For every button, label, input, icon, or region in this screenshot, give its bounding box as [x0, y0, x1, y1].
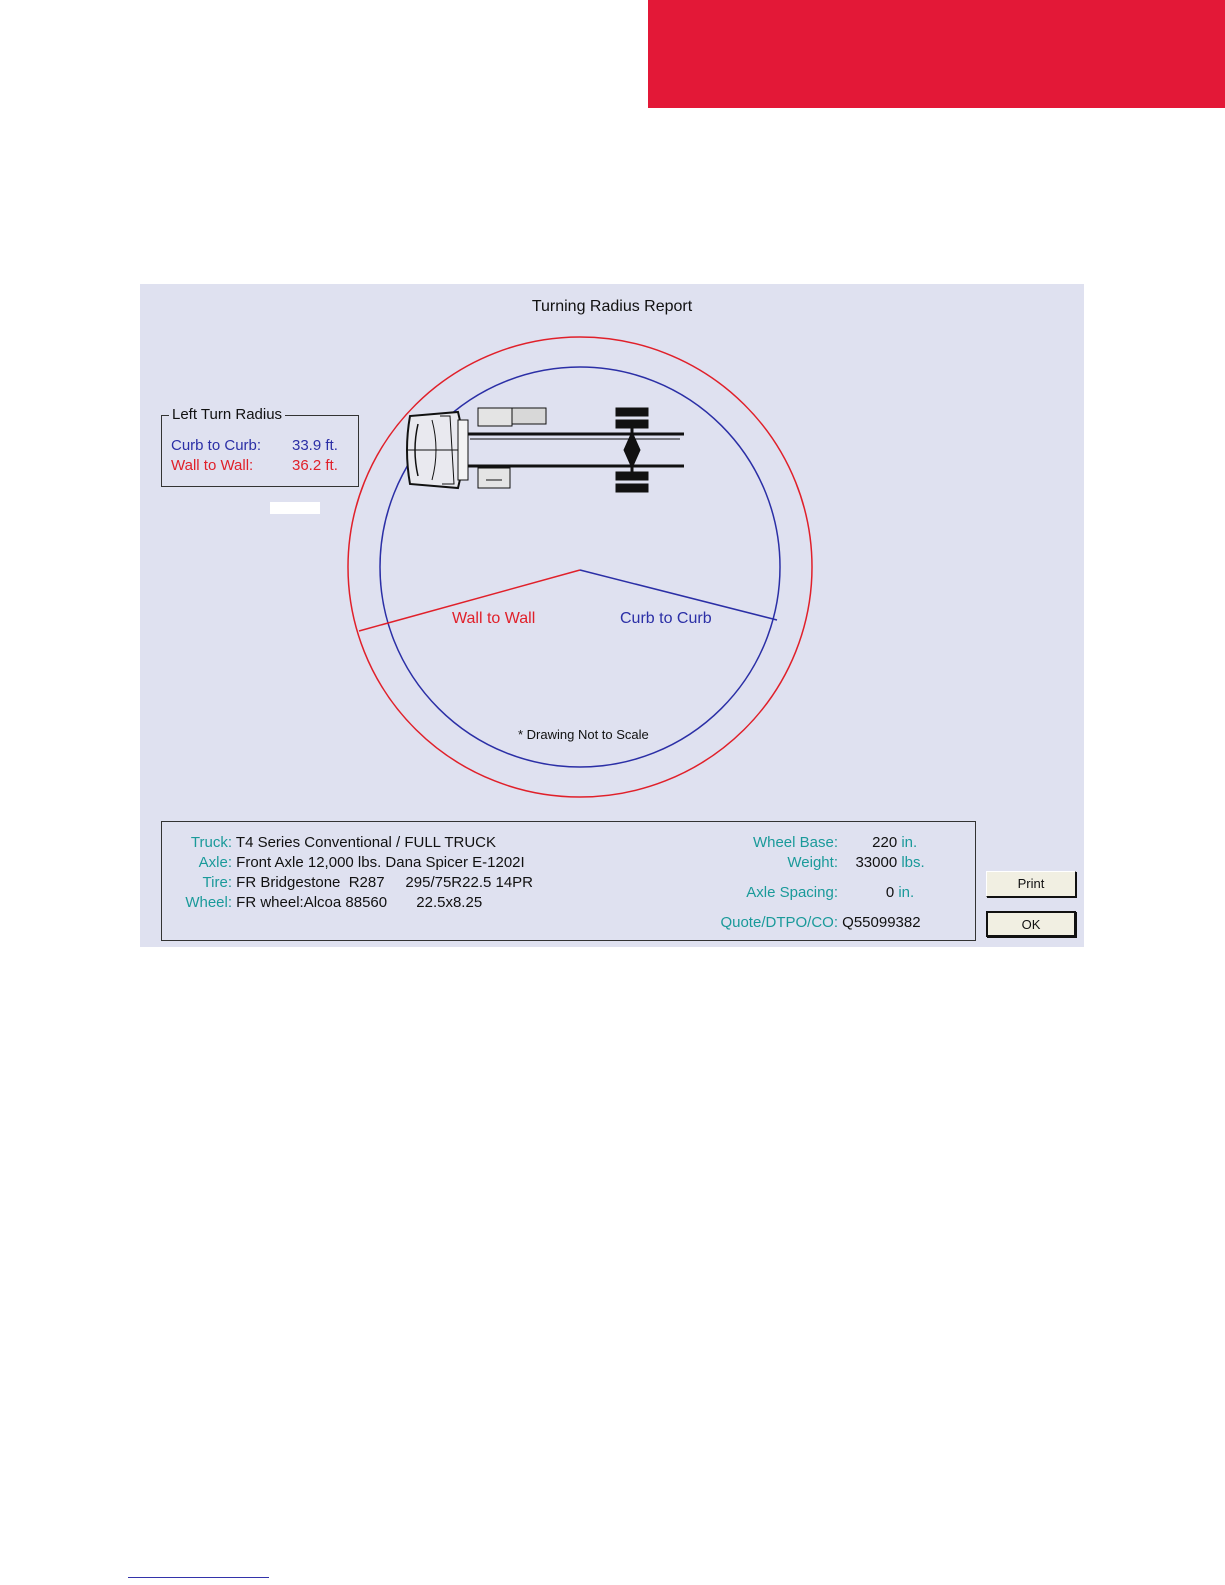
left-turn-radius-group	[161, 406, 359, 487]
quote-value: Q55099382	[842, 914, 921, 931]
wall-to-wall-label: Wall to Wall:	[171, 457, 254, 474]
wall-to-wall-row	[171, 457, 338, 474]
turning-radius-dialog	[140, 284, 1084, 947]
axle-label: Axle:	[198, 854, 232, 871]
blank-chip	[270, 502, 320, 514]
footer-rule	[128, 1577, 269, 1578]
wheelbase-label: Wheel Base:	[752, 834, 838, 851]
curb-to-curb-value: 33.9 ft.	[292, 437, 338, 454]
wheel-label: Wheel:	[185, 894, 232, 911]
quote-row	[702, 914, 921, 931]
weight-label: Weight:	[787, 854, 838, 871]
tire-value: FR Bridgestone R287 295/75R22.5 14PR	[236, 874, 534, 891]
wheelbase-row	[702, 834, 917, 851]
wall-to-wall-drawing-label: Wall to Wall	[452, 610, 536, 627]
axle-row	[162, 854, 525, 871]
wheelbase-unit: in.	[901, 834, 918, 851]
tire-label: Tire:	[202, 874, 232, 891]
not-to-scale-note: * Drawing Not to Scale	[518, 727, 649, 742]
curb-to-curb-drawing-label: Curb to Curb	[620, 610, 712, 627]
axle-spacing-value: 0	[885, 884, 895, 901]
quote-label: Quote/DTPO/CO:	[720, 914, 838, 931]
axle-value: Front Axle 12,000 lbs. Dana Spicer E-1202I	[236, 854, 525, 871]
truck-icon	[406, 408, 684, 492]
wheel-row	[162, 894, 482, 911]
weight-unit: lbs.	[901, 854, 925, 871]
axle-spacing-unit: in.	[898, 884, 915, 901]
weight-value: 33000	[855, 854, 898, 871]
weight-row	[702, 854, 925, 871]
axle-spacing-label: Axle Spacing:	[746, 884, 838, 901]
header-banner	[648, 0, 1225, 108]
dialog-title: Turning Radius Report	[531, 298, 693, 315]
wheel-value: FR wheel:Alcoa 88560 22.5x8.25	[236, 894, 483, 911]
tire-row	[162, 874, 533, 891]
left-turn-radius-legend: Left Turn Radius	[169, 406, 285, 423]
truck-info-panel	[161, 821, 976, 941]
curb-to-curb-label: Curb to Curb:	[171, 437, 262, 454]
truck-value: T4 Series Conventional / FULL TRUCK	[235, 834, 497, 851]
wheelbase-value: 220	[872, 834, 898, 851]
curb-to-curb-row	[171, 437, 338, 454]
wall-to-wall-value: 36.2 ft.	[292, 457, 338, 474]
print-button[interactable]: Print	[986, 871, 1076, 897]
axle-spacing-row	[702, 884, 914, 901]
ok-button[interactable]: OK	[986, 911, 1076, 937]
truck-label: Truck:	[190, 834, 232, 851]
truck-row	[162, 834, 496, 851]
